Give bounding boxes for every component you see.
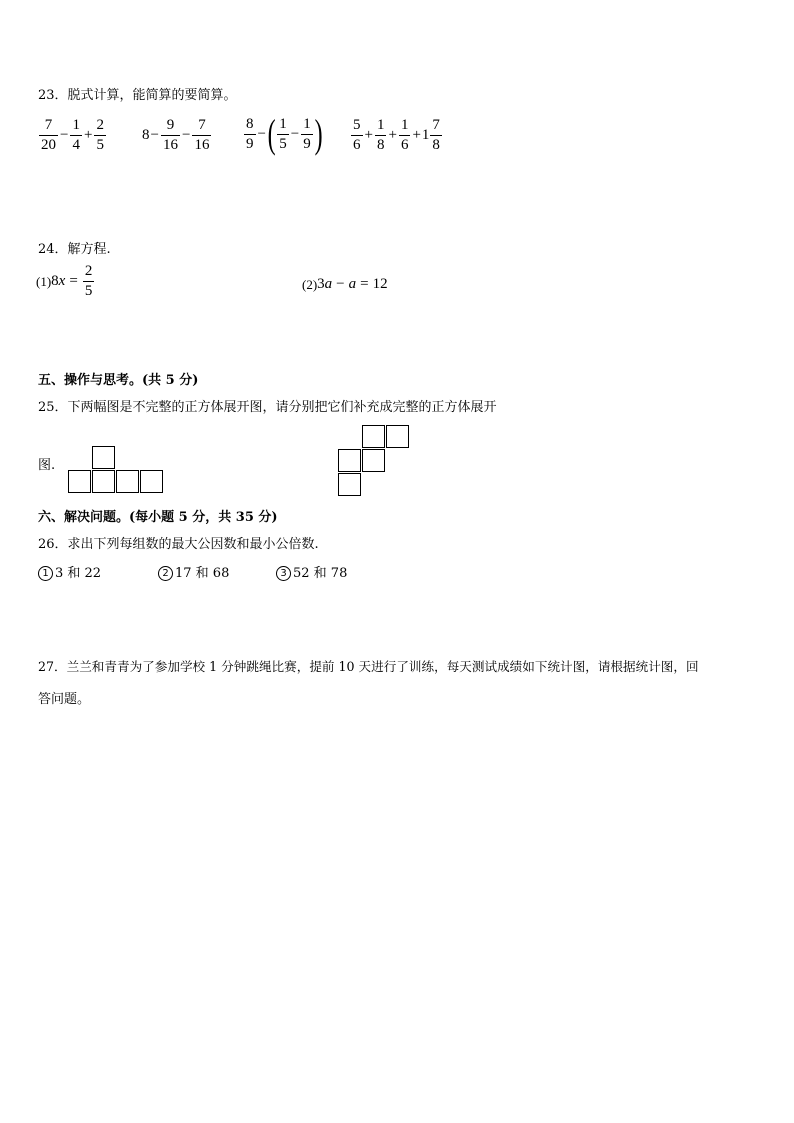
section-6-title: 六、解决问题。(每小题 5 分，共 35 分): [38, 510, 278, 525]
q26-item-1: 1 3 和 22: [38, 562, 101, 581]
q23-expression-1: $\frac{7}{20}$ − $\frac{1}{4}$ + $\frac{2}{5}$: [41, 117, 104, 153]
q24-equation-1: (1) 8 x = $\frac{2}{5}$: [36, 263, 93, 299]
fraction: $\frac{1}{6}$: [400, 117, 409, 153]
cube-net-figure-1: [68, 446, 166, 496]
fraction: $\frac{7}{20}$: [41, 117, 56, 153]
q27-prompt-line-1: 27．兰兰和青青为了参加学校 1 分钟跳绳比赛，提前 10 天进行了训练，每天测试成绩如下统计图，请根据统计图，回: [38, 659, 699, 674]
fraction: $\frac{7}{8}$: [432, 117, 440, 153]
fraction: $\frac{1}{9}$: [303, 115, 311, 152]
net-square: [68, 470, 91, 493]
net-square: [362, 449, 385, 472]
fraction: $\frac{1}{5}$: [279, 115, 287, 152]
q26-prompt: 26．求出下列每组数的最大公因数和最小公倍数.: [38, 537, 319, 552]
fraction: $\frac{7}{16}$: [194, 117, 210, 153]
q26-item-3: 3 52 和 78: [276, 562, 347, 581]
circled-number: 3: [276, 566, 291, 581]
q23-prompt: 23．脱式计算，能简算的要简算。: [38, 88, 237, 103]
q23-expression-4: $\frac{5}{6}$ + $\frac{1}{8}$ + $\frac{1}{6}$ + 1 $\frac{7}{8}$: [353, 117, 440, 153]
net-square: [116, 470, 139, 493]
fraction: $\frac{1}{4}$: [72, 117, 80, 153]
q23-expression-3: $\frac{8}{9}$ − ( $\frac{1}{5}$ − $\frac{1}{9}$ ): [246, 111, 323, 156]
section-5-title: 五、操作与思考。(共 5 分): [38, 373, 199, 388]
net-square: [386, 425, 409, 448]
q27-prompt-line-2: 答问题。: [38, 692, 91, 707]
q26-item-2: 2 17 和 68: [158, 562, 229, 581]
fraction: $\frac{8}{9}$: [246, 115, 254, 152]
q25-prompt-cont: 图.: [38, 458, 56, 473]
fraction: $\frac{5}{6}$: [353, 117, 361, 153]
fraction: $\frac{2}{5}$: [96, 117, 104, 153]
net-square: [92, 446, 115, 469]
fraction: $\frac{2}{5}$: [84, 263, 93, 299]
net-square: [92, 470, 115, 493]
cube-net-figure-2: [338, 425, 412, 499]
net-square: [362, 425, 385, 448]
circled-number: 1: [38, 566, 53, 581]
q24-prompt: 24．解方程.: [38, 242, 111, 257]
net-square: [338, 449, 361, 472]
circled-number: 2: [158, 566, 173, 581]
q23-expression-2: 8 − $\frac{9}{16}$ − $\frac{7}{16}$: [142, 117, 210, 153]
net-square: [140, 470, 163, 493]
q25-prompt: 25．下两幅图是不完整的正方体展开图，请分别把它们补充成完整的正方体展开: [38, 400, 497, 415]
fraction: $\frac{9}{16}$: [162, 117, 178, 153]
q24-equation-2: (2) 3 a − a = 12: [302, 276, 388, 292]
fraction: $\frac{1}{8}$: [376, 117, 385, 153]
net-square: [338, 473, 361, 496]
